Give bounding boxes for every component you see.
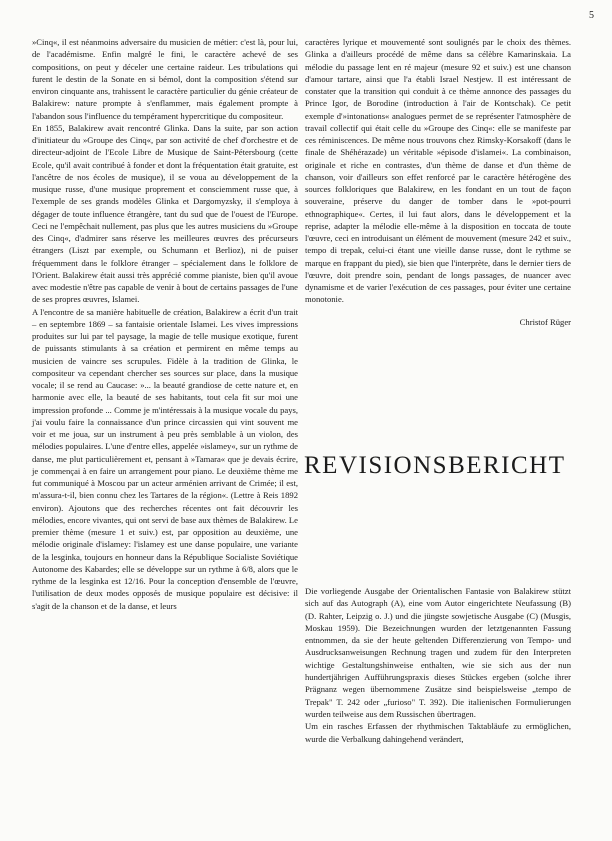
- paragraph: caractères lyrique et mouvementé sont soulignés par le choix des thèmes. Glinka a d'ailleurs procédé de même dans sa célèbre Kamarinskaia. La mélodie du passage lent en ré majeur (mesure 92 et suiv.) est une chanson d'amour tartare, ainsi que l'a établi Israel Nestjew. Il est intéressant de constater que la transition qui conduit à ce thème annonce des passages du Prince Igor, de Borodine (introduction à l'air de Kontschak). Ce petit exemple d'»intonations« analogues permet de se représenter l'atmosphère de travail collectif qui était celle du »Groupe des Cinq«: elle se manifeste par ces réminiscences. De même nous trouvons chez Rimsky-Korsakoff (dans le finale de Shéhérazade) un véritable »épisode d'islamei«. La combinaison, originale et riche en contrastes, d'un thème de danse et d'un thème de chanson, voir d'ailleurs son effet renforcé par le caractère hétérogène des sources folkloriques que Balakirew, en les fondant en un tout de façon souveraine, préserve du danger de tomber dans le »pot-pourri ethnographique«. Certes, il lui faut alors, dans le développement et la reprise, adapter la mélodie elle-même à la disposition en toccata de toute l'œuvre, ceci en introduisant un élément de mouvement (mesure 242 et suiv., tempo di trepak, celui-ci étant une vieille danse russe, dont le rythme se marque en frappant du pied), sie bien que l'interprète, dans le dernier tiers de l'œuvre, doit prendre soin, pendant de longs passages, de nuancer avec dynamisme et de varier l'exécution de ces passages, pour éviter une certaine monotonie.: [305, 37, 571, 305]
- section-heading: REVISIONSBERICHT: [304, 452, 566, 479]
- paragraph: Die vorliegende Ausgabe der Orientalischen Fantasie von Balakirew stützt sich auf das Autograph (A), eine vom Autor eingerichtete Neufassung (B) (D. Rahter, Leipzig o. J.) und die jüngste sowjetische Ausgabe (C) (Musgis, Moskau 1959). Die Bezeichnungen wurden der letztgenannten Fassung entnommen, da sie der heute geltenden Differenzierung von Tempo- und Ausdrucksanweisungen Rechnung tragen und zudem für den Interpreten wichtige Gestaltungshinweise enthalten, wie sie sich aus der nun hundertjährigen Aufführungspraxis dieses Stückes ergeben (solche ihrer Prägnanz wegen übernommene Zusätze sind beispielsweise „tempo de Trepak" T. 242 oder „furioso" T. 392). Die italienischen Formulierungen wurden teilweise aus dem Russischen übertragen.: [305, 586, 571, 719]
- paragraph: Um ein rasches Erfassen der rhythmischen Taktabläufe zu ermöglichen, wurde die Verbalkung dahingehend verändert,: [305, 721, 571, 744]
- page-number: 5: [589, 10, 594, 21]
- right-text-column: [305, 36, 571, 328]
- paragraph: A l'encontre de sa manière habituelle de création, Balakirew a écrit d'un trait – en septembre 1869 – sa fantaisie orientale Islamei. Les vives impressions produites sur lui par tel paysage, la magie de telle musique exotique, furent de puissants stimulants à sa création et permirent en même temps au musicien de vaincre ses scrupules. Fidèle à la tradition de Glinka, le compositeur va cependant chercher ses sources sur place, dans la musique vocale; il se rend au Caucase: »... la beauté grandiose de cette nature et, en harmonie avec elle, la beauté de ses habitants, tout cela fit sur moi une impression profonde ... Comme je m'intéressais à la musique vocale du pays, j'ai voulu faire la connaissance d'un prince circassien qui vint souvent me voir et me joua, sur un instrument à peu près semblable à un violon, des mélodies populaires. L'une d'entre elles, appelée »islamey«, sur un rythme de danse, me plut particulièrement et, pensant à »Tamara« que je devais écrire, je commençai à en faire un arrangement pour piano. Le deuxième thème me fut communiqué à Moscou par un acteur arménien arrivant de Crimée; il est, m'assura-t-il, bien connu chez les Tartares de la région«. (Lettre à Reis 1892 environ). Ajoutons que des recherches récentes ont fait découvrir les mélodies, encore vivantes, qui ont servi de base aux thèmes de Balakirew. Le premier thème (mesure 1 et suiv.) est, par opposition au deuxième, une mélodie originale d'islamey: l'islamey est une danse populaire, une variante de la lesginka, toujours en honneur dans la République Socialiste Soviétique Autonome des Kabardes; elle se développe sur un rythme à 6/8, alors que le rythme de la lesginka est 12/16. Pour la conception d'ensemble de l'œuvre, l'utilisation de deux modes opposés de musique populaire est décisive: il s'agit de la chanson et de la danse, et leurs: [32, 306, 298, 611]
- left-text-column: [32, 36, 298, 612]
- paragraph: En 1855, Balakirew avait rencontré Glinka. Dans la suite, par son action d'initiateur du »Groupe des Cinq«, par son activité de chef d'orchestre et de directeur-adjoint de l'Ecole Libre de Musique de Saint-Pétersbourg (cette Ecole, qu'il avait contribué à fonder et dont la fréquentation était gratuite, est l'ancêtre de nos écoles de musique), il se voua au développement de la musique russe, d'une musique proprement et consciemment russe que, à l'exemple de ses grands modèles Glinka et Dargomyzsky, il s'employa à dégager de toute influence étrangère, tant du sud que de l'ouest de l'Europe. Ceci ne l'empêchait nullement, pas plus que les autres musiciens du »Groupe des Cinq«, d'admirer sans réserve les meilleures œuvres des précurseurs étrangers (Liszt par exemple, ou Schumann et Berlioz), ni de puiser fréquemment dans le folklore étranger – spécialement dans le folklore de l'Orient. Balakirew était aussi très apprécié comme pianiste, bien qu'il avoue avec modestie n'être pas capable de venir à bout de certains passages de l'une de ses propres œuvres, Islamei.: [32, 122, 298, 305]
- author-signature: Christof Rüger: [519, 316, 571, 327]
- paragraph: »Cinq«, il est néanmoins adversaire du musicien de métier: c'est là, pour lui, de l'académisme. Enfin malgré le fini, le caractère achevé de ses compositions, on peut y déceler une certaine raideur. Les tribulations qui furent le destin de la Sonate en si bémol, dont la composition s'étend sur environ cinquante ans, trahissent le caractère particulier du génie créateur de Balakirew: nature prompte à s'enflammer, mais également prompte à l'abandon sous l'influence du tempérament hypercritique du compositeur.: [32, 37, 298, 121]
- revision-text: [305, 585, 571, 745]
